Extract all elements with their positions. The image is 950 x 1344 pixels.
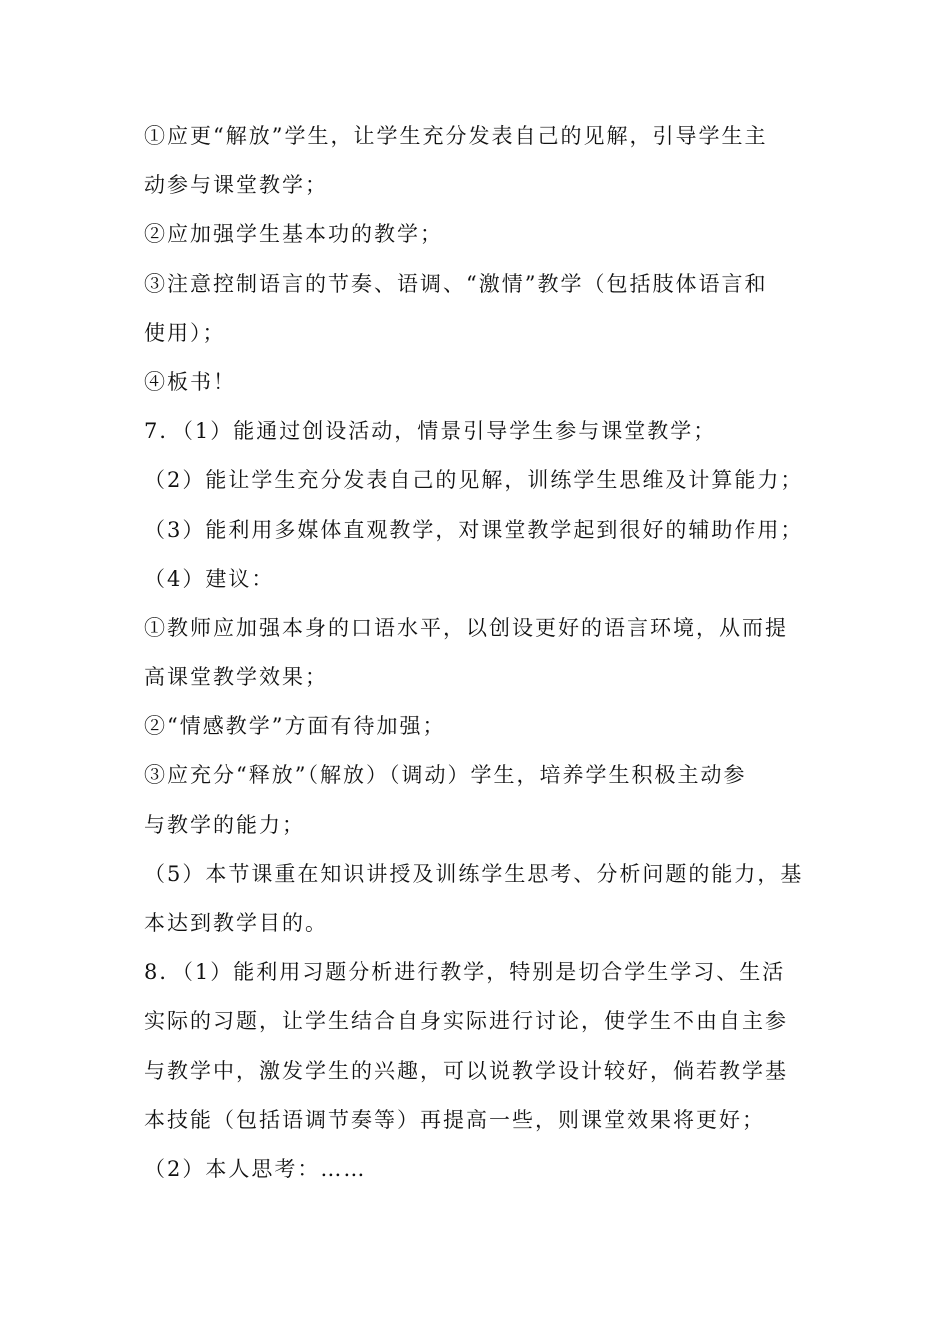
text-line: ①教师应加强本身的口语水平，以创设更好的语言环境，从而提 bbox=[144, 615, 788, 640]
text-line: （3）能利用多媒体直观教学，对课堂教学起到很好的辅助作用； bbox=[144, 517, 804, 542]
text-line: （4）建议： bbox=[144, 566, 275, 591]
text-line: 8．（1）能利用习题分析进行教学，特别是切合学生学习、生活 bbox=[144, 960, 786, 985]
text-line: ③注意控制语言的节奏、语调、“激情”教学（包括肢体语言和 bbox=[144, 271, 768, 296]
text-line: ④板书！ bbox=[144, 369, 236, 394]
text-line: 动参与课堂教学； bbox=[144, 173, 328, 198]
text-line: ②“情感教学”方面有待加强； bbox=[144, 714, 446, 739]
text-line: 本技能（包括语调节奏等）再提高一些，则课堂效果将更好； bbox=[144, 1107, 765, 1132]
text-line: ①应更“解放”学生，让学生充分发表自己的见解，引导学生主 bbox=[144, 124, 768, 148]
text-line: （5）本节课重在知识讲授及训练学生思考、分析问题的能力，基 bbox=[144, 861, 804, 886]
text-line: 与教学中，激发学生的兴趣，可以说教学设计较好，倘若教学基 bbox=[144, 1058, 788, 1083]
document-body bbox=[144, 112, 810, 1194]
text-line: 7．（1）能通过创设活动，情景引导学生参与课堂教学； bbox=[144, 419, 717, 444]
text-line: （2）能让学生充分发表自己的见解，训练学生思维及计算能力； bbox=[144, 468, 804, 493]
text-line: 与教学的能力； bbox=[144, 812, 305, 837]
text-line: ③应充分“释放”（解放）（调动）学生，培养学生积极主动参 bbox=[144, 763, 747, 788]
text-line: 本达到教学目的。 bbox=[144, 911, 328, 935]
text-line: ②应加强学生基本功的教学； bbox=[144, 222, 443, 247]
text-line: （2）本人思考：…… bbox=[144, 1156, 367, 1181]
text-line: 高课堂教学效果； bbox=[144, 665, 328, 690]
text-line: 使用）； bbox=[144, 320, 226, 345]
text-line: 实际的习题，让学生结合自身实际进行讨论，使学生不由自主参 bbox=[144, 1009, 788, 1034]
